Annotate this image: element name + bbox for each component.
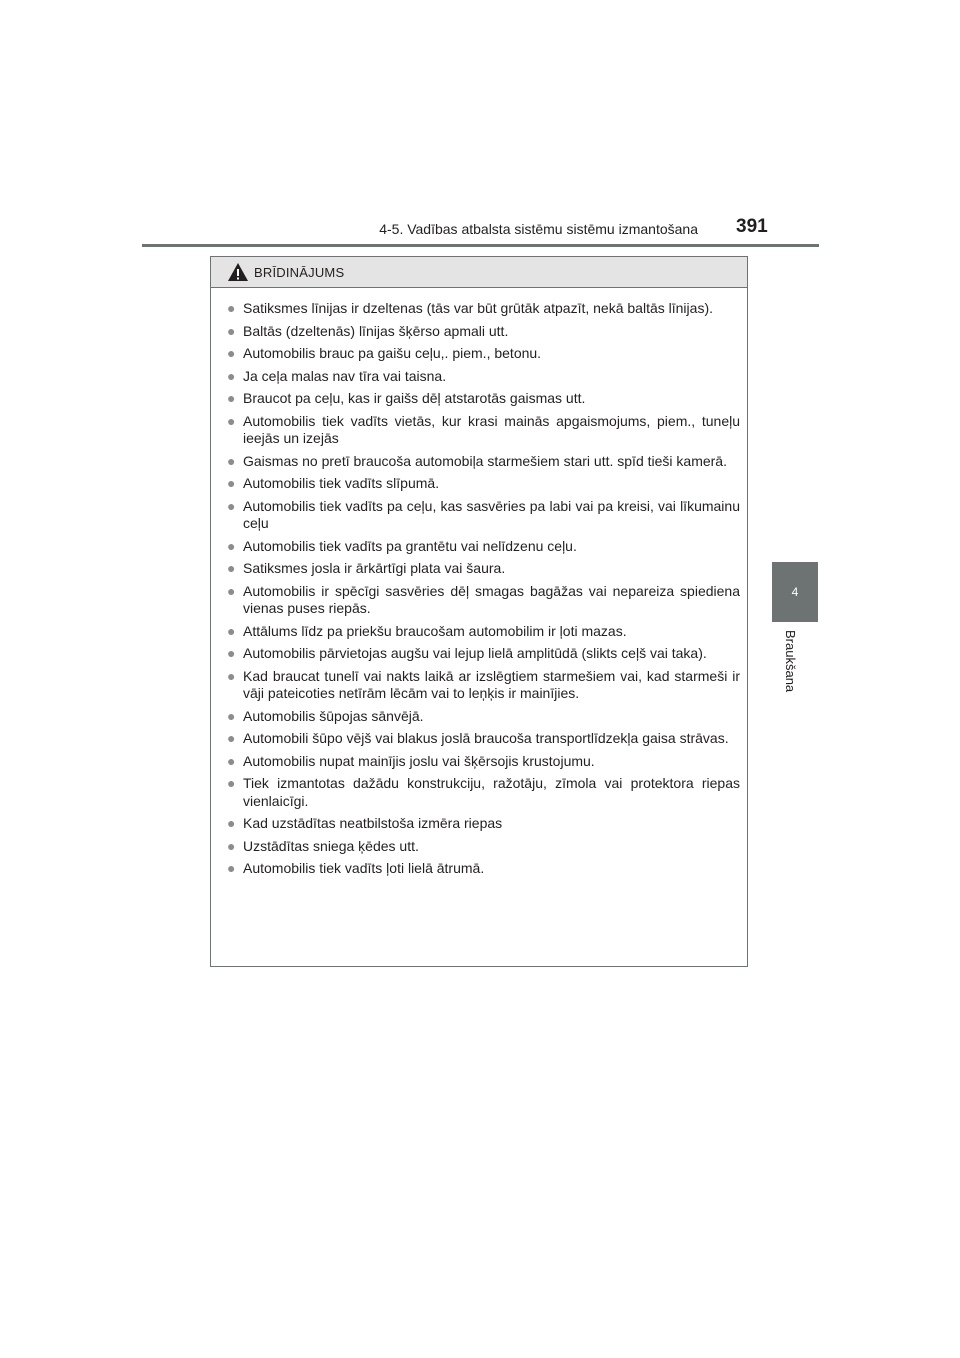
bullet-icon: ● <box>227 390 236 406</box>
page-number: 391 <box>736 216 768 237</box>
bullet-icon: ● <box>227 622 236 639</box>
warning-list-item <box>227 475 740 493</box>
warning-list-item <box>227 390 740 408</box>
bullet-icon: ● <box>227 475 236 491</box>
warning-item-text: Braucot pa ceļu, kas ir gaišs dēļ atstarotās gaismas utt. <box>243 390 586 406</box>
warning-list-item <box>227 775 740 810</box>
warning-item-text: Baltās (dzeltenās) līnijas šķērso apmali utt. <box>243 322 509 339</box>
warning-item-text: Automobili šūpo vējš vai blakus joslā braucoša transportlīdzekļa gaisa strāvas. <box>243 730 729 746</box>
warning-item-text: Automobilis tiek vadīts slīpumā. <box>243 475 440 491</box>
warning-list-item <box>227 368 740 386</box>
warning-item-text: Automobilis tiek vadīts pa grantētu vai nelīdzenu ceļu. <box>243 537 577 554</box>
warning-list-item <box>227 645 740 663</box>
bullet-icon: ● <box>227 730 236 746</box>
warning-item-text: Ja ceļa malas nav tīra vai taisna. <box>243 367 447 384</box>
bullet-icon: ● <box>227 860 236 876</box>
bullet-icon: ● <box>227 707 236 724</box>
warning-list-item <box>227 860 740 878</box>
bullet-icon: ● <box>227 560 236 576</box>
warning-list <box>211 288 747 878</box>
warning-item-text: Satiksmes josla ir ārkārtīgi plata vai šaura. <box>243 560 506 576</box>
bullet-icon: ● <box>227 497 236 514</box>
warning-item-text: Gaismas no pretī braucoša automobiļa starmešiem stari utt. spīd tieši kamerā. <box>243 452 727 469</box>
warning-triangle-icon <box>227 262 249 282</box>
warning-header <box>211 257 747 288</box>
bullet-icon: ● <box>227 815 236 831</box>
warning-item-text: Automobilis ir spēcīgi sasvēries dēļ smagas bagāžas vai nepareiza spiediena vienas puses riepās. <box>243 582 740 616</box>
warning-list-item <box>227 753 740 771</box>
warning-list-item <box>227 815 740 833</box>
section-title: 4-5. Vadības atbalsta sistēmu sistēmu izmantošana <box>379 221 698 237</box>
warning-item-text: Automobilis šūpojas sānvējā. <box>243 707 424 724</box>
warning-item-text: Automobilis brauc pa gaišu ceļu,. piem., betonu. <box>243 345 542 361</box>
warning-item-text: Kad uzstādītas neatbilstoša izmēra riepas <box>243 815 503 831</box>
bullet-icon: ● <box>227 300 236 316</box>
warning-list-item <box>227 623 740 641</box>
bullet-icon: ● <box>227 322 236 339</box>
bullet-icon: ● <box>227 412 236 429</box>
warning-list-item <box>227 300 740 318</box>
warning-item-text: Tiek izmantotas dažādu konstrukciju, ražotāju, zīmola vai protektora riepas vienlaicīgi. <box>243 775 740 809</box>
bullet-icon: ● <box>227 345 236 361</box>
warning-item-text: Automobilis tiek vadīts pa ceļu, kas sasvēries pa labi vai pa kreisi, vai līkumainu ceļu <box>243 497 740 531</box>
warning-item-text: Uzstādītas sniega ķēdes utt. <box>243 837 419 854</box>
bullet-icon: ● <box>227 537 236 554</box>
warning-item-text: Automobilis tiek vadīts ļoti lielā ātrumā. <box>243 860 485 876</box>
bullet-icon: ● <box>227 752 236 769</box>
chapter-number: 4 <box>791 585 799 599</box>
warning-item-text: Kad braucat tunelī vai nakts laikā ar izslēgtiem starmešiem vai, kad starmeši ir vāji pateicoties netīrām lēcām vai to leņķis ir mainījies. <box>243 667 740 701</box>
warning-item-text: Automobilis pārvietojas augšu vai lejup lielā amplitūdā (slikts ceļš vai taka). <box>243 645 707 661</box>
chapter-tab <box>772 562 818 622</box>
warning-list-item <box>227 453 740 471</box>
bullet-icon: ● <box>227 837 236 854</box>
warning-list-item <box>227 668 740 703</box>
bullet-icon: ● <box>227 367 236 384</box>
warning-list-item <box>227 538 740 556</box>
warning-list-item <box>227 730 740 748</box>
bullet-icon: ● <box>227 645 236 661</box>
header-rule <box>142 244 819 247</box>
warning-item-text: Automobilis tiek vadīts vietās, kur krasi mainās apgaismojums, piem., tuneļu ieejās un izejās <box>243 412 740 446</box>
warning-item-text: Automobilis nupat mainījis joslu vai šķērsojis krustojumu. <box>243 752 595 769</box>
warning-list-item <box>227 498 740 533</box>
warning-title: BRĪDINĀJUMS <box>254 264 345 280</box>
bullet-icon: ● <box>227 775 236 791</box>
bullet-icon: ● <box>227 667 236 684</box>
bullet-icon: ● <box>227 582 236 599</box>
warning-list-item <box>227 560 740 578</box>
warning-list-item <box>227 583 740 618</box>
warning-box <box>210 256 748 967</box>
warning-item-text: Attālums līdz pa priekšu braucošam automobilim ir ļoti mazas. <box>243 622 627 639</box>
warning-item-text: Satiksmes līnijas ir dzeltenas (tās var būt grūtāk atpazīt, nekā baltās līnijas). <box>243 300 713 316</box>
warning-list-item <box>227 708 740 726</box>
bullet-icon: ● <box>227 452 236 469</box>
chapter-label: Braukšana <box>783 630 798 693</box>
warning-list-item <box>227 345 740 363</box>
warning-list-item <box>227 413 740 448</box>
warning-list-item <box>227 838 740 856</box>
warning-list-item <box>227 323 740 341</box>
